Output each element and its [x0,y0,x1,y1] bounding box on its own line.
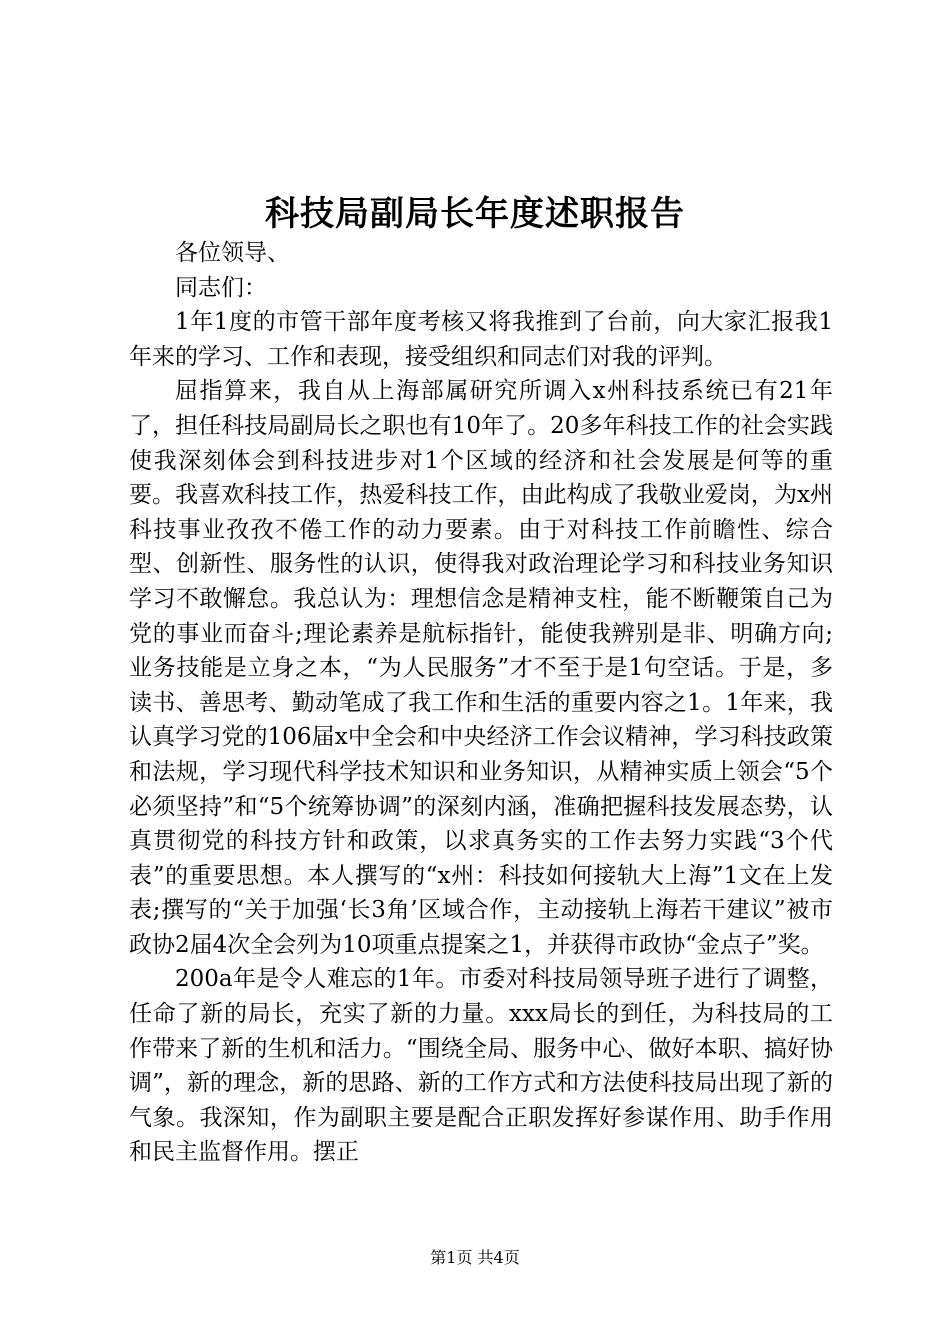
paragraph-1: 1年1度的市管干部年度考核又将我推到了台前，向大家汇报我1年来的学习、工作和表现，接受组织和同志们对我的评判。 [129,309,833,370]
salutation-comrades: 同志们： [175,274,267,301]
salutation-leaders: 各位领导、 [175,240,290,266]
page-title: 科技局副局长年度述职报告 [265,194,685,234]
document-body [129,236,833,1170]
paragraph-2: 屈指算来，我自从上海部属研究所调入x州科技系统已有21年了，担任科技局副局长之职也有10年了。20多年科技工作的社会实践使我深刻体会到科技进步对1个区域的经济和社会发展是何等的重要。我喜欢科技工作，热爱科技工作，由此构成了我敬业爱岗，为x州科技事业孜孜不倦工作的动力要素。由于对科技工作前瞻性、综合型、创新性、服务性的认识，使得我对政治理论学习和科技业务知识学习不敢懈怠。我总认为：理想信念是精神支柱，能不断鞭策自己为党的事业而奋斗;理论素养是航标指针，能使我辨别是非、明确方向;业务技能是立身之本，“为人民服务”才不至于是1句空话。于是，多读书、善思考、勤动笔成了我工作和生活的重要内容之1。1年来，我认真学习党的106届x中全会和中央经济工作会议精神，学习科技政策和法规，学习现代科学技术知识和业务知识，从精神实质上领会“5个必须坚持”和“5个统筹协调”的深刻内涵，准确把握科技发展态势，认真贯彻党的科技方针和政策，以求真务实的工作去努力实践“3个代表”的重要思想。本人撰写的“x州：科技如何接轨大上海”1文在上发表;撰写的“关于加强‘长3角’区域合作，主动接轨上海若干建议”被市政协2届4次全会列为10项重点提案之1，并获得市政协“金点子”奖。 [129,378,833,958]
page-number-footer: 第1页 共4页 [430,1248,520,1267]
paragraph-3: 200a年是令人难忘的1年。市委对科技局领导班子进行了调整，任命了新的局长，充实了新的力量。xxx局长的到任，为科技局的工作带来了新的生机和活力。“围绕全局、服务中心、做好本职、搞好协调”，新的理念，新的思路、新的工作方式和方法使科技局出现了新的气象。我深知，作为副职主要是配合正职发挥好参谋作用、助手作用和民主监督作用。摆正 [129,966,833,1166]
